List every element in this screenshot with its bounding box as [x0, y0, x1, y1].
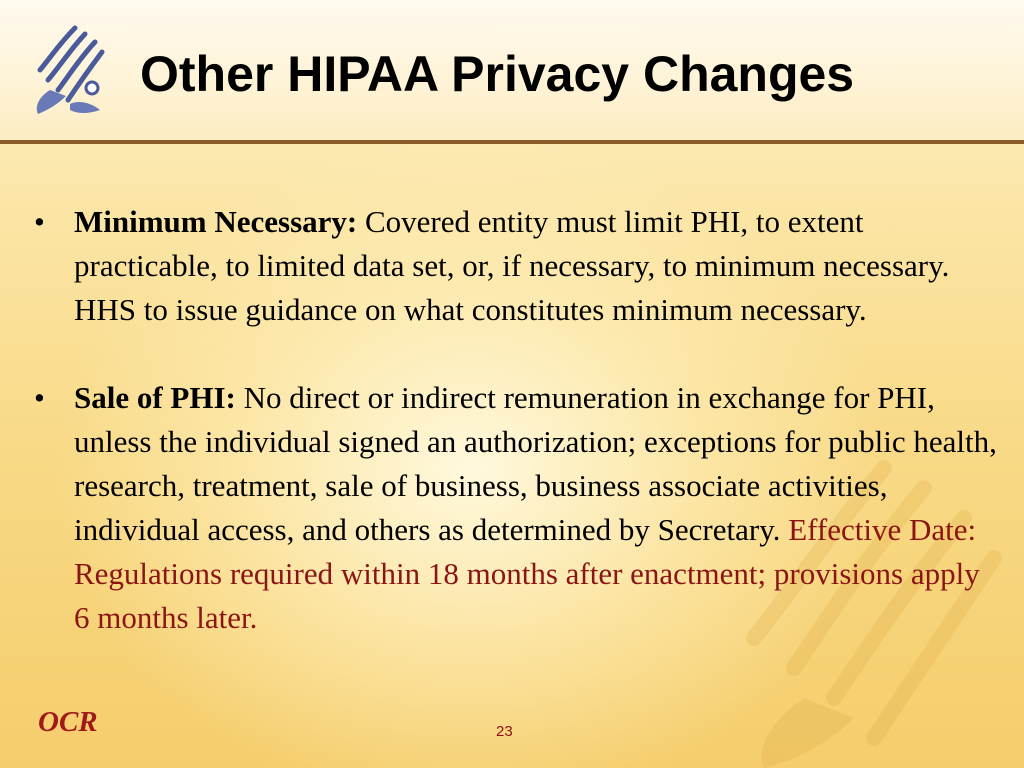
footer-ocr-label: OCR — [38, 706, 98, 738]
bullet-text: No direct or indirect remuneration in exchange for PHI, unless the individual signed an authorization; exceptions for public health, research, treatment, sale of business, business associate activities, individual access, and others as determined by Secretary. — [74, 380, 997, 547]
hhs-eagle-logo-icon — [20, 18, 120, 123]
bullet-marker: • — [34, 204, 45, 239]
slide-title: Other HIPAA Privacy Changes — [140, 46, 855, 102]
bullet-text: Covered entity must limit PHI, to extent practicable, to limited data set, or, if necessary, to minimum necessary. HHS to issue guidance on what constitutes minimum necessary. — [74, 204, 950, 327]
bullet-marker: • — [34, 380, 45, 415]
effective-date-note: Effective Date: Regulations required within 18 months after enactment; provisions apply 6 months later. — [74, 512, 980, 635]
page-number: 23 — [496, 723, 513, 740]
bullet-heading: Minimum Necessary: — [74, 204, 358, 239]
bullet-minimum-necessary — [30, 200, 1000, 332]
bullet-sale-of-phi — [30, 376, 1000, 640]
slide-content — [30, 200, 1000, 640]
bullet-heading: Sale of PHI: — [74, 380, 236, 415]
header-divider — [0, 140, 1024, 144]
